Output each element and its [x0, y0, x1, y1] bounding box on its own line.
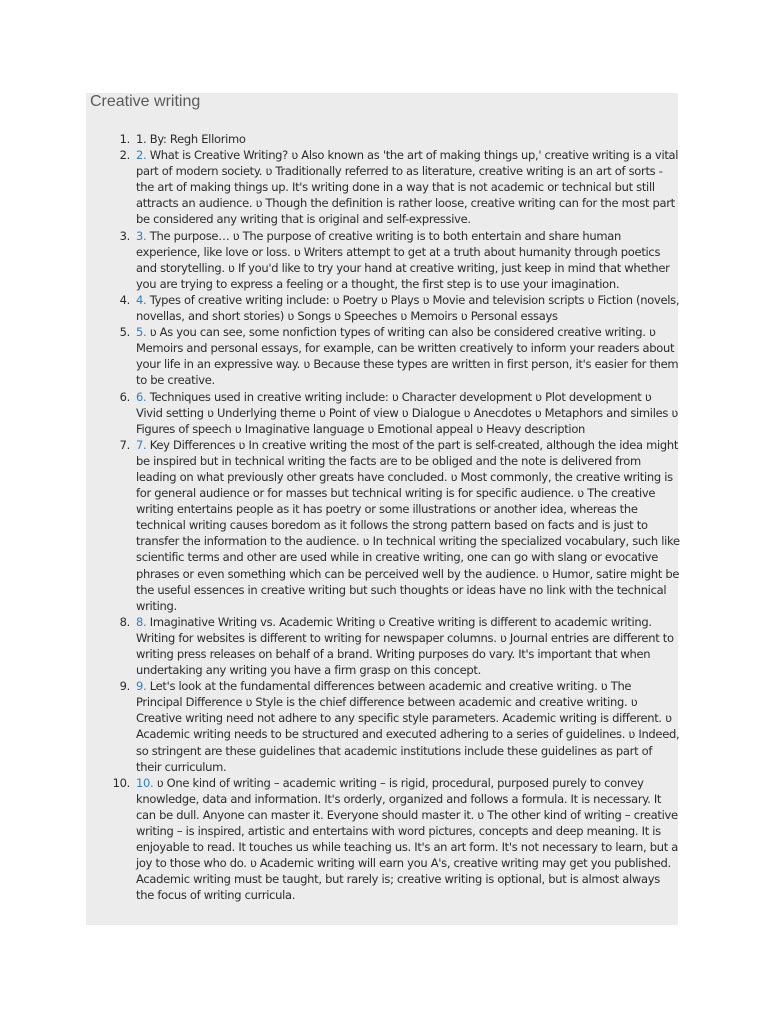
item-number: 6.: [119, 389, 130, 404]
item-text: ʋ As you can see, some nonfiction types of writing can also be considered creative writing. ʋ Memoirs and personal essays, for example, can be written creatively to inform your readers about your life in an expressive way. ʋ Because these types are written in first person, it's easier for them to be creative.: [136, 325, 679, 388]
item-text: The purpose… ʋ The purpose of creative writing is to both entertain and share human experience, like love or loss. ʋ Writers attempt to get at a truth about humanity through poetics and storytelling. ʋ If you'd like to try your hand at creative writing, just keep in mind that whether you are trying to express a feeling or a thought, the first step is to use your imagination.: [136, 228, 670, 291]
list-item: [110, 614, 680, 678]
item-text: Types of creative writing include: ʋ Poetry ʋ Plays ʋ Movie and television scripts ʋ Fiction (novels, novellas, and short stories) ʋ Songs ʋ Speeches ʋ Memoirs ʋ Personal essays: [136, 292, 680, 324]
list-item: [110, 775, 680, 904]
item-number: 4.: [119, 292, 130, 307]
slide-link[interactable]: 7.: [136, 437, 147, 452]
list-item: [110, 292, 680, 324]
item-text: Let's look at the fundamental differences between academic and creative writing. ʋ The Principal Difference ʋ Style is the chief difference between academic and creative writing. ʋ Creative writing need not adhere to any specific style parameters. Academic writing is different. ʋ Academic writing needs to be structured and executed adhering to a series of guidelines. ʋ Indeed, so stringent are these guidelines that academic institutions include these guidelines as part of their curriculum.: [136, 679, 680, 774]
list-item: [110, 147, 680, 227]
item-text: What is Creative Writing? ʋ Also known as 'the art of making things up,' creative writing is a vital part of modern society. ʋ Traditionally referred to as literature, creative writing is an art of sorts - the art of making things up. It's writing done in a way that is not academic or technical but still attracts an audience. ʋ Though the definition is rather loose, creative writing can for the most part be considered any writing that is original and self-expressive.: [136, 148, 679, 227]
slide-transcript-list: [110, 131, 680, 904]
item-number: 7.: [119, 437, 130, 452]
item-number: 2.: [119, 148, 130, 163]
list-item: [110, 389, 680, 437]
item-number: 5.: [119, 325, 130, 340]
slide-link[interactable]: 2.: [136, 148, 147, 163]
list-item: [110, 324, 680, 388]
list-item: [110, 131, 680, 147]
list-item: [110, 678, 680, 775]
item-number: 9.: [119, 679, 130, 694]
item-text: 1. By: Regh Ellorimo: [136, 132, 246, 146]
list-item: [110, 437, 680, 614]
item-text: Imaginative Writing vs. Academic Writing ʋ Creative writing is different to academic writing. Writing for websites is different to writing for newspaper columns. ʋ Journal entries are different to writing press releases on behalf of a brand. Writing purposes do vary. It's important that when undertaking any writing you have a firm grasp on this concept.: [136, 614, 674, 678]
list-item: [110, 228, 680, 292]
item-number: 8.: [119, 614, 130, 629]
slide-link[interactable]: 5.: [136, 325, 147, 340]
slide-link[interactable]: 4.: [136, 292, 147, 307]
item-text: Techniques used in creative writing include: ʋ Character development ʋ Plot development ʋ Vivid setting ʋ Underlying theme ʋ Point of view ʋ Dialogue ʋ Anecdotes ʋ Metaphors and similes ʋ Figures of speech ʋ Imaginative language ʋ Emotional appeal ʋ Heavy description: [136, 389, 678, 436]
slide-link[interactable]: 10.: [136, 775, 154, 790]
item-number: 10.: [112, 775, 130, 790]
slide-link[interactable]: 8.: [136, 614, 147, 629]
slide-link[interactable]: 3.: [136, 228, 147, 243]
item-number: 3.: [119, 228, 130, 243]
slide-link[interactable]: 6.: [136, 389, 147, 404]
slide-link[interactable]: 9.: [136, 679, 147, 694]
item-text: ʋ One kind of writing – academic writing – is rigid, procedural, purposed purely to convey knowledge, data and information. It's orderly, organized and follows a formula. It is necessary. It can be dull. Anyone can master it. Everyone should master it. ʋ The other kind of writing – creative writing – is inspired, artistic and entertains with word pictures, concepts and deep meaning. It is enjoyable to read. It touches us while teaching us. It's an art form. It's not necessary to learn, but a joy to those who do. ʋ Academic writing will earn you A's, creative writing may get you published. Academic writing must be taught, but rarely is; creative writing is optional, but is almost always the focus of writing curricula.: [136, 775, 679, 903]
item-number: 1.: [119, 132, 130, 146]
page-title: Creative writing: [90, 93, 201, 110]
item-text: Key Differences ʋ In creative writing the most of the part is self-created, although the idea might be inspired but in technical writing the facts are to be obliged and the note is delivered from leading on what previously other greats have concluded. ʋ Most commonly, the creative writing is for general audience or for masses but technical writing is for specific audience. ʋ The creative writing entertains people as it has poetry or some illustrations or another idea, whereas the technical writing causes boredom as it follows the strong pattern based on facts and is just to transfer the information to the audience. ʋ In technical writing the specialized vocabulary, such like scientific terms and other are used while in creative writing, one can go with slang or evocative phrases or even something which can be perceived well by the audience. ʋ Humor, satire might be the useful essences in creative writing but such thoughts or ideas have no link with the technical writing.: [136, 437, 680, 613]
